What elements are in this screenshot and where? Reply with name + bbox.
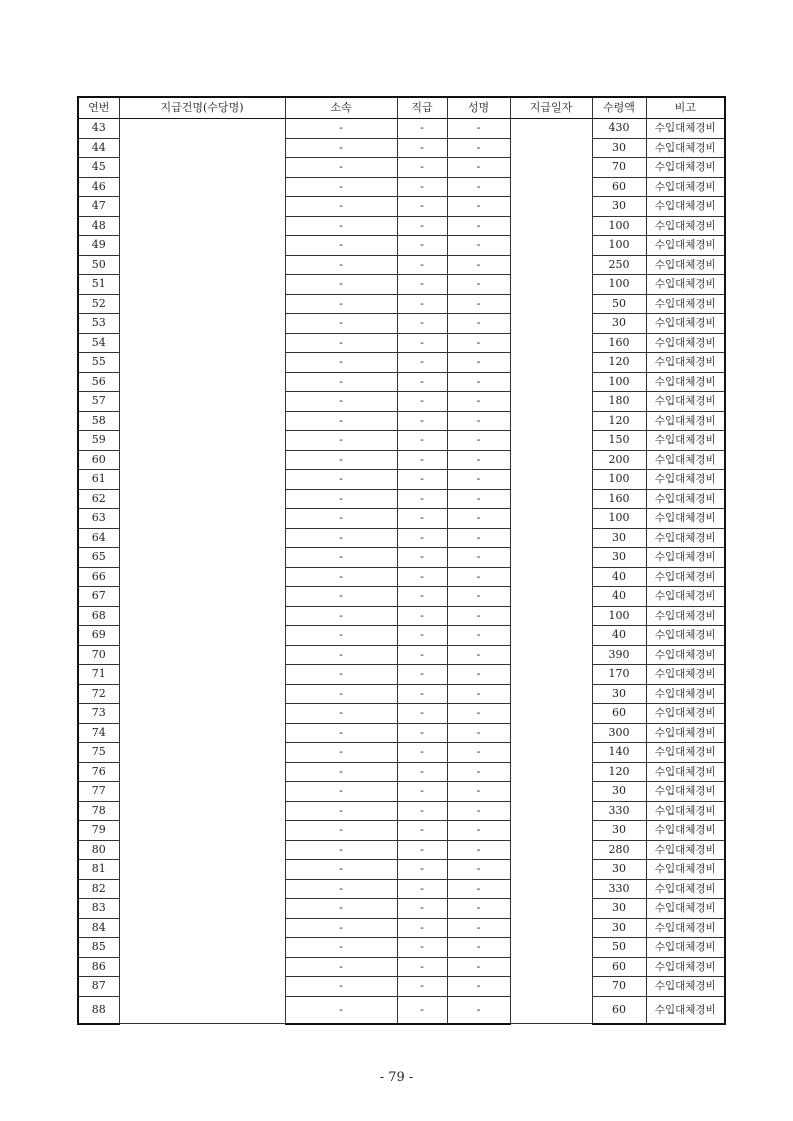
person-name-cell: -: [447, 704, 510, 724]
rank-cell: -: [397, 645, 447, 665]
amount-cell: 30: [592, 782, 646, 802]
person-name-cell: -: [447, 626, 510, 646]
amount-cell: 30: [592, 899, 646, 919]
department-cell: -: [285, 821, 397, 841]
rank-cell: -: [397, 177, 447, 197]
person-name-cell: -: [447, 567, 510, 587]
department-cell: -: [285, 255, 397, 275]
department-cell: -: [285, 645, 397, 665]
department-cell: -: [285, 938, 397, 958]
person-name-cell: -: [447, 236, 510, 256]
department-cell: -: [285, 704, 397, 724]
rank-cell: -: [397, 665, 447, 685]
row-number-cell: 57: [78, 392, 119, 412]
amount-cell: 160: [592, 489, 646, 509]
person-name-cell: -: [447, 353, 510, 373]
rank-cell: -: [397, 119, 447, 139]
rank-cell: -: [397, 957, 447, 977]
department-cell: -: [285, 411, 397, 431]
amount-cell: 30: [592, 197, 646, 217]
amount-cell: 330: [592, 801, 646, 821]
row-number-cell: 84: [78, 918, 119, 938]
note-cell: 수입대체경비: [646, 860, 725, 880]
department-cell: -: [285, 684, 397, 704]
note-cell: 수입대체경비: [646, 236, 725, 256]
amount-cell: 170: [592, 665, 646, 685]
row-number-cell: 66: [78, 567, 119, 587]
amount-cell: 30: [592, 684, 646, 704]
rank-cell: -: [397, 236, 447, 256]
person-name-cell: -: [447, 860, 510, 880]
note-cell: 수입대체경비: [646, 743, 725, 763]
department-cell: -: [285, 372, 397, 392]
note-cell: 수입대체경비: [646, 431, 725, 451]
department-cell: -: [285, 489, 397, 509]
person-name-cell: -: [447, 138, 510, 158]
rank-cell: -: [397, 743, 447, 763]
amount-cell: 30: [592, 314, 646, 334]
person-name-cell: -: [447, 450, 510, 470]
row-number-cell: 61: [78, 470, 119, 490]
amount-cell: 100: [592, 470, 646, 490]
note-cell: 수입대체경비: [646, 782, 725, 802]
rank-cell: -: [397, 801, 447, 821]
row-number-cell: 73: [78, 704, 119, 724]
department-cell: -: [285, 119, 397, 139]
amount-cell: 300: [592, 723, 646, 743]
row-number-cell: 56: [78, 372, 119, 392]
rank-cell: -: [397, 704, 447, 724]
amount-cell: 100: [592, 236, 646, 256]
department-cell: -: [285, 353, 397, 373]
item-name-cell: [119, 119, 285, 1024]
payment-date-cell: [510, 119, 592, 1024]
department-cell: -: [285, 587, 397, 607]
note-cell: 수입대체경비: [646, 372, 725, 392]
amount-cell: 60: [592, 996, 646, 1024]
row-number-cell: 76: [78, 762, 119, 782]
rank-cell: -: [397, 431, 447, 451]
amount-cell: 430: [592, 119, 646, 139]
row-number-cell: 75: [78, 743, 119, 763]
amount-cell: 390: [592, 645, 646, 665]
department-cell: -: [285, 177, 397, 197]
row-number-cell: 86: [78, 957, 119, 977]
amount-cell: 60: [592, 957, 646, 977]
department-cell: -: [285, 392, 397, 412]
note-cell: 수입대체경비: [646, 821, 725, 841]
row-number-cell: 64: [78, 528, 119, 548]
rank-cell: -: [397, 782, 447, 802]
note-cell: 수입대체경비: [646, 938, 725, 958]
row-number-cell: 74: [78, 723, 119, 743]
department-cell: -: [285, 743, 397, 763]
department-cell: -: [285, 665, 397, 685]
amount-cell: 50: [592, 938, 646, 958]
department-cell: -: [285, 314, 397, 334]
note-cell: 수입대체경비: [646, 567, 725, 587]
note-cell: 수입대체경비: [646, 177, 725, 197]
note-cell: 수입대체경비: [646, 275, 725, 295]
person-name-cell: -: [447, 996, 510, 1024]
person-name-cell: -: [447, 684, 510, 704]
row-number-cell: 77: [78, 782, 119, 802]
note-cell: 수입대체경비: [646, 158, 725, 178]
header-no: 연번: [78, 97, 119, 119]
rank-cell: -: [397, 509, 447, 529]
row-number-cell: 88: [78, 996, 119, 1024]
rank-cell: -: [397, 684, 447, 704]
rank-cell: -: [397, 411, 447, 431]
row-number-cell: 72: [78, 684, 119, 704]
note-cell: 수입대체경비: [646, 548, 725, 568]
rank-cell: -: [397, 216, 447, 236]
amount-cell: 100: [592, 275, 646, 295]
amount-cell: 100: [592, 216, 646, 236]
row-number-cell: 49: [78, 236, 119, 256]
rank-cell: -: [397, 489, 447, 509]
department-cell: -: [285, 977, 397, 997]
person-name-cell: -: [447, 879, 510, 899]
person-name-cell: -: [447, 587, 510, 607]
department-cell: -: [285, 762, 397, 782]
note-cell: 수입대체경비: [646, 704, 725, 724]
rank-cell: -: [397, 275, 447, 295]
amount-cell: 330: [592, 879, 646, 899]
person-name-cell: -: [447, 821, 510, 841]
amount-cell: 160: [592, 333, 646, 353]
note-cell: 수입대체경비: [646, 645, 725, 665]
note-cell: 수입대체경비: [646, 528, 725, 548]
rank-cell: -: [397, 587, 447, 607]
person-name-cell: -: [447, 918, 510, 938]
rank-cell: -: [397, 762, 447, 782]
table-header-row: [78, 97, 725, 119]
row-number-cell: 80: [78, 840, 119, 860]
department-cell: -: [285, 996, 397, 1024]
amount-cell: 180: [592, 392, 646, 412]
rank-cell: -: [397, 314, 447, 334]
header-item: 지급건명(수당명): [119, 97, 285, 119]
amount-cell: 100: [592, 509, 646, 529]
note-cell: 수입대체경비: [646, 840, 725, 860]
department-cell: -: [285, 236, 397, 256]
person-name-cell: -: [447, 957, 510, 977]
note-cell: 수입대체경비: [646, 626, 725, 646]
note-cell: 수입대체경비: [646, 353, 725, 373]
person-name-cell: -: [447, 431, 510, 451]
department-cell: -: [285, 216, 397, 236]
amount-cell: 70: [592, 977, 646, 997]
amount-cell: 250: [592, 255, 646, 275]
note-cell: 수입대체경비: [646, 918, 725, 938]
department-cell: -: [285, 957, 397, 977]
amount-cell: 50: [592, 294, 646, 314]
rank-cell: -: [397, 158, 447, 178]
rank-cell: -: [397, 567, 447, 587]
person-name-cell: -: [447, 470, 510, 490]
department-cell: -: [285, 275, 397, 295]
amount-cell: 120: [592, 411, 646, 431]
department-cell: -: [285, 782, 397, 802]
note-cell: 수입대체경비: [646, 801, 725, 821]
row-number-cell: 65: [78, 548, 119, 568]
department-cell: -: [285, 450, 397, 470]
person-name-cell: -: [447, 294, 510, 314]
rank-cell: -: [397, 353, 447, 373]
row-number-cell: 47: [78, 197, 119, 217]
department-cell: -: [285, 879, 397, 899]
rank-cell: -: [397, 840, 447, 860]
row-number-cell: 43: [78, 119, 119, 139]
department-cell: -: [285, 294, 397, 314]
row-number-cell: 67: [78, 587, 119, 607]
rank-cell: -: [397, 528, 447, 548]
person-name-cell: -: [447, 216, 510, 236]
note-cell: 수입대체경비: [646, 119, 725, 139]
row-number-cell: 79: [78, 821, 119, 841]
row-number-cell: 51: [78, 275, 119, 295]
note-cell: 수입대체경비: [646, 879, 725, 899]
row-number-cell: 83: [78, 899, 119, 919]
person-name-cell: -: [447, 899, 510, 919]
department-cell: -: [285, 801, 397, 821]
row-number-cell: 45: [78, 158, 119, 178]
department-cell: -: [285, 840, 397, 860]
note-cell: 수입대체경비: [646, 957, 725, 977]
amount-cell: 200: [592, 450, 646, 470]
rank-cell: -: [397, 938, 447, 958]
department-cell: -: [285, 899, 397, 919]
row-number-cell: 78: [78, 801, 119, 821]
person-name-cell: -: [447, 314, 510, 334]
rank-cell: -: [397, 918, 447, 938]
amount-cell: 60: [592, 704, 646, 724]
person-name-cell: -: [447, 509, 510, 529]
amount-cell: 70: [592, 158, 646, 178]
person-name-cell: -: [447, 977, 510, 997]
rank-cell: -: [397, 821, 447, 841]
person-name-cell: -: [447, 119, 510, 139]
row-number-cell: 55: [78, 353, 119, 373]
row-number-cell: 50: [78, 255, 119, 275]
department-cell: -: [285, 626, 397, 646]
amount-cell: 280: [592, 840, 646, 860]
row-number-cell: 58: [78, 411, 119, 431]
person-name-cell: -: [447, 392, 510, 412]
row-number-cell: 62: [78, 489, 119, 509]
person-name-cell: -: [447, 645, 510, 665]
note-cell: 수입대체경비: [646, 684, 725, 704]
row-number-cell: 69: [78, 626, 119, 646]
department-cell: -: [285, 470, 397, 490]
payment-table: [77, 96, 726, 1025]
note-cell: 수입대체경비: [646, 411, 725, 431]
row-number-cell: 52: [78, 294, 119, 314]
row-number-cell: 85: [78, 938, 119, 958]
note-cell: 수입대체경비: [646, 723, 725, 743]
department-cell: -: [285, 567, 397, 587]
person-name-cell: -: [447, 528, 510, 548]
table-body: [78, 119, 725, 1024]
amount-cell: 30: [592, 821, 646, 841]
amount-cell: 60: [592, 177, 646, 197]
amount-cell: 30: [592, 548, 646, 568]
person-name-cell: -: [447, 665, 510, 685]
row-number-cell: 70: [78, 645, 119, 665]
rank-cell: -: [397, 606, 447, 626]
rank-cell: -: [397, 860, 447, 880]
person-name-cell: -: [447, 801, 510, 821]
note-cell: 수입대체경비: [646, 450, 725, 470]
person-name-cell: -: [447, 158, 510, 178]
note-cell: 수입대체경비: [646, 762, 725, 782]
note-cell: 수입대체경비: [646, 509, 725, 529]
rank-cell: -: [397, 723, 447, 743]
row-number-cell: 48: [78, 216, 119, 236]
note-cell: 수입대체경비: [646, 138, 725, 158]
note-cell: 수입대체경비: [646, 255, 725, 275]
row-number-cell: 46: [78, 177, 119, 197]
person-name-cell: -: [447, 411, 510, 431]
department-cell: -: [285, 138, 397, 158]
amount-cell: 40: [592, 567, 646, 587]
note-cell: 수입대체경비: [646, 392, 725, 412]
department-cell: -: [285, 197, 397, 217]
person-name-cell: -: [447, 372, 510, 392]
amount-cell: 140: [592, 743, 646, 763]
person-name-cell: -: [447, 723, 510, 743]
rank-cell: -: [397, 977, 447, 997]
rank-cell: -: [397, 996, 447, 1024]
amount-cell: 30: [592, 918, 646, 938]
note-cell: 수입대체경비: [646, 470, 725, 490]
department-cell: -: [285, 158, 397, 178]
row-number-cell: 53: [78, 314, 119, 334]
note-cell: 수입대체경비: [646, 996, 725, 1024]
note-cell: 수입대체경비: [646, 587, 725, 607]
department-cell: -: [285, 509, 397, 529]
note-cell: 수입대체경비: [646, 977, 725, 997]
header-note: 비고: [646, 97, 725, 119]
header-rank: 직급: [397, 97, 447, 119]
person-name-cell: -: [447, 743, 510, 763]
row-number-cell: 63: [78, 509, 119, 529]
person-name-cell: -: [447, 255, 510, 275]
person-name-cell: -: [447, 177, 510, 197]
row-number-cell: 44: [78, 138, 119, 158]
table-row: [78, 119, 725, 139]
rank-cell: -: [397, 470, 447, 490]
header-amount: 수령액: [592, 97, 646, 119]
note-cell: 수입대체경비: [646, 665, 725, 685]
person-name-cell: -: [447, 197, 510, 217]
note-cell: 수입대체경비: [646, 489, 725, 509]
header-dept: 소속: [285, 97, 397, 119]
row-number-cell: 54: [78, 333, 119, 353]
amount-cell: 30: [592, 138, 646, 158]
row-number-cell: 71: [78, 665, 119, 685]
note-cell: 수입대체경비: [646, 606, 725, 626]
department-cell: -: [285, 333, 397, 353]
note-cell: 수입대체경비: [646, 899, 725, 919]
person-name-cell: -: [447, 606, 510, 626]
department-cell: -: [285, 723, 397, 743]
rank-cell: -: [397, 450, 447, 470]
amount-cell: 100: [592, 372, 646, 392]
row-number-cell: 81: [78, 860, 119, 880]
department-cell: -: [285, 431, 397, 451]
amount-cell: 120: [592, 762, 646, 782]
amount-cell: 40: [592, 626, 646, 646]
row-number-cell: 82: [78, 879, 119, 899]
note-cell: 수입대체경비: [646, 333, 725, 353]
page-number: - 79 -: [379, 1070, 414, 1085]
note-cell: 수입대체경비: [646, 314, 725, 334]
person-name-cell: -: [447, 333, 510, 353]
note-cell: 수입대체경비: [646, 197, 725, 217]
note-cell: 수입대체경비: [646, 216, 725, 236]
person-name-cell: -: [447, 489, 510, 509]
department-cell: -: [285, 918, 397, 938]
department-cell: -: [285, 528, 397, 548]
person-name-cell: -: [447, 840, 510, 860]
person-name-cell: -: [447, 938, 510, 958]
rank-cell: -: [397, 372, 447, 392]
row-number-cell: 59: [78, 431, 119, 451]
rank-cell: -: [397, 548, 447, 568]
rank-cell: -: [397, 138, 447, 158]
rank-cell: -: [397, 899, 447, 919]
department-cell: -: [285, 548, 397, 568]
person-name-cell: -: [447, 762, 510, 782]
amount-cell: 30: [592, 860, 646, 880]
rank-cell: -: [397, 392, 447, 412]
department-cell: -: [285, 606, 397, 626]
rank-cell: -: [397, 255, 447, 275]
rank-cell: -: [397, 626, 447, 646]
amount-cell: 100: [592, 606, 646, 626]
amount-cell: 150: [592, 431, 646, 451]
rank-cell: -: [397, 879, 447, 899]
amount-cell: 120: [592, 353, 646, 373]
row-number-cell: 60: [78, 450, 119, 470]
rank-cell: -: [397, 197, 447, 217]
amount-cell: 40: [592, 587, 646, 607]
header-date: 지급일자: [510, 97, 592, 119]
row-number-cell: 87: [78, 977, 119, 997]
rank-cell: -: [397, 333, 447, 353]
row-number-cell: 68: [78, 606, 119, 626]
note-cell: 수입대체경비: [646, 294, 725, 314]
amount-cell: 30: [592, 528, 646, 548]
person-name-cell: -: [447, 275, 510, 295]
header-name: 성명: [447, 97, 510, 119]
rank-cell: -: [397, 294, 447, 314]
department-cell: -: [285, 860, 397, 880]
person-name-cell: -: [447, 782, 510, 802]
person-name-cell: -: [447, 548, 510, 568]
